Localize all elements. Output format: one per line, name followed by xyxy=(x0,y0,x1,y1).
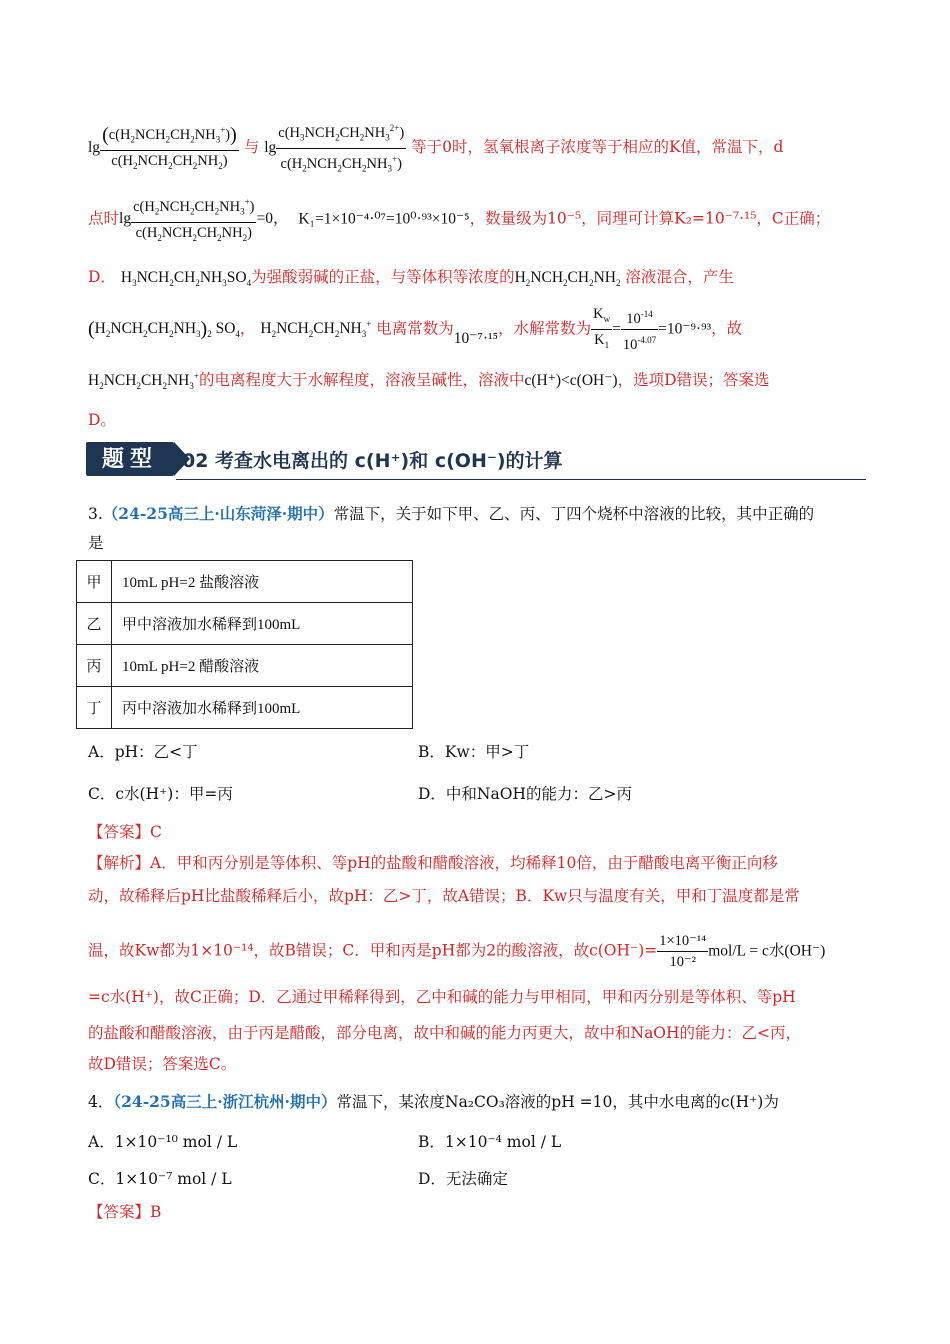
q3-answer: 【答案】C xyxy=(88,823,162,841)
q3-analysis-2: 动，故稀释后pH比盐酸稀释后小，故pH：乙>丁，故A错误；B．Kw只与温度有关，甲和丁温度都是常 xyxy=(88,887,800,905)
equals-zero: =0 xyxy=(256,210,273,228)
analysis-line-1 xyxy=(88,118,783,178)
analysis-text: 温，故Kw都为1×10⁻¹⁴，故B错误；C．甲和丙是pH都为2的酸溶液，故c(OH⁻)= xyxy=(88,941,658,960)
q4-option-a: A．1×10⁻¹⁰ mol / L xyxy=(88,1133,238,1151)
fraction-unit: mol/L = c水(OH⁻) xyxy=(708,942,826,960)
q4-option-b: B．1×10⁻⁴ mol / L xyxy=(418,1133,562,1151)
option-d-label: D． xyxy=(88,268,116,286)
q3-source: （24-25高三上·山东菏泽·期中） xyxy=(102,504,334,523)
analysis-line-2 xyxy=(88,192,830,248)
analysis-text: 的电离程度大于水解程度，溶液呈碱性，溶液中 xyxy=(198,371,525,389)
table-value: 丙中溶液加水稀释到100mL xyxy=(112,687,413,729)
analysis-text: ，选项D错误；答案选 xyxy=(617,371,770,389)
salt-formula: $H_3NCH_2CH_2NH_3SO_4$ xyxy=(120,269,252,289)
q3-analysis-6: 故D错误；答案选C。 xyxy=(88,1055,237,1073)
section-banner xyxy=(86,440,866,480)
base-formula: $H_2NCH_2CH_2NH_2$ xyxy=(514,269,621,289)
line-prefix: 点时 xyxy=(88,209,120,228)
section-tag: 题型 xyxy=(86,442,174,476)
table-value: 甲中溶液加水稀释到100mL xyxy=(112,603,413,645)
analysis-line-4: $(H_2NCH_2CH_2NH_3)_2$ $SO_4$， $H_2NCH_2CH_2NH_3^+$ 电离常数为10⁻⁷·¹⁵，水解常数为 $\frac{K_w}{K_1}$ = $\frac{10^{-14}}{10^{-4.07}}$ =10⁻⁹·⁹³，故 xyxy=(88,304,742,355)
analysis-text: 为强酸弱碱的正盐，与等体积等浓度的 xyxy=(251,268,515,286)
fraction-numerator: 1×10⁻¹⁴ xyxy=(657,931,708,952)
analysis-text: 溶液混合，产生 xyxy=(625,268,734,286)
table-value: 10mL pH=2 盐酸溶液 xyxy=(112,561,413,603)
q3-option-a: A．pH：乙<丁 xyxy=(88,743,198,761)
analysis-text: 电离常数为 xyxy=(376,319,454,338)
hydrolysis-constant: =10⁻⁹·⁹³ xyxy=(658,320,712,338)
table-row xyxy=(77,603,413,645)
q3-option-c: C．c水(H⁺)：甲=丙 xyxy=(88,785,233,803)
table-key: 丁 xyxy=(77,687,112,729)
q4-stem xyxy=(88,1090,779,1112)
q3-option-d: D．中和NaOH的能力：乙>丙 xyxy=(418,785,632,803)
product-formula: $(H_2NCH_2CH_2NH_3)_2$ $SO_4$ xyxy=(88,318,240,341)
q3-stem xyxy=(88,502,814,524)
q4-option-c: C．1×10⁻⁷ mol / L xyxy=(88,1170,232,1188)
table-row xyxy=(77,561,413,603)
q3-analysis-3 xyxy=(88,931,825,972)
section-divider xyxy=(176,479,866,480)
q3-stem-cont: 是 xyxy=(88,534,104,552)
oh-fraction xyxy=(657,931,708,972)
analysis-line-6: D。 xyxy=(88,411,116,429)
q3-stem-text: 常温下，关于如下甲、乙、丙、丁四个烧杯中溶液的比较，其中正确的 xyxy=(333,505,815,523)
q4-stem-text: 常温下，某浓度Na₂CO₃溶液的pH =10，其中水电离的c(H⁺)为 xyxy=(336,1093,779,1111)
analysis-text: 等于0时，氢氧根离子浓度等于相应的K值，常温下，d xyxy=(411,137,784,156)
lg-expression-3: lg $\frac{c(H_2NCH_2CH_2NH_3^+)}{c(H_2NCH_2CH_2NH_2)}$ =0， xyxy=(119,210,288,227)
q4-source: （24-25高三上·浙江杭州·期中） xyxy=(113,1092,337,1111)
ion-formula: $H_2NCH_2CH_2NH_3^+$ xyxy=(260,319,372,340)
analysis-line-3 xyxy=(88,265,734,288)
fraction-denominator: 10⁻² xyxy=(669,954,696,970)
table-value: 10mL pH=2 醋酸溶液 xyxy=(112,645,413,687)
analysis-text: ，水解常数为 xyxy=(498,319,592,338)
q4-answer: 【答案】B xyxy=(88,1203,162,1221)
section-title: 02 考查水电离出的 c(H⁺)和 c(OH⁻)的计算 xyxy=(182,450,563,472)
q3-option-b: B．Kw：甲>丁 xyxy=(418,743,530,761)
analysis-text: ，故 xyxy=(711,319,743,338)
hydrolysis-fraction-1: $\frac{K_w}{K_1}$ xyxy=(593,306,611,350)
analysis-text: ，数量级为10⁻⁵，同理可计算K₂=10⁻⁷·¹⁵，C正确； xyxy=(469,209,831,228)
concentration-inequality: c(H⁺)<c(OH⁻) xyxy=(524,372,618,389)
table-row xyxy=(77,645,413,687)
table-row xyxy=(77,687,413,729)
table-key: 丙 xyxy=(77,645,112,687)
q3-analysis-5: 的盐酸和醋酸溶液，由于丙是醋酸，部分电离，故中和碱的能力丙更大，故中和NaOH的能力：乙<丙， xyxy=(88,1024,802,1042)
q4-number: 4． xyxy=(88,1093,114,1111)
lg-expression-2: lg $\frac{c(H_3NCH_2CH_2NH_3^{2+})}{c(H_2NCH_2CH_2NH_3^+)}$ xyxy=(264,139,406,156)
lg-expression-1: lg $\frac{(c(H_2NCH_2CH_2NH_3^+))}{c(H_2NCH_2CH_2NH_2)}$ xyxy=(88,139,239,156)
q3-number: 3. xyxy=(88,505,103,523)
ionization-constant: 10⁻⁷·¹⁵ xyxy=(453,330,499,348)
analysis-line-5 xyxy=(88,368,770,391)
q4-option-d: D．无法确定 xyxy=(418,1170,508,1188)
q3-analysis-1: 【解析】A．甲和丙分别是等体积、等pH的盐酸和醋酸溶液，均稀释10倍，由于醋酸电离平衡正向移 xyxy=(88,854,778,872)
ion-formula: $H_2NCH_2CH_2NH_3^+$ xyxy=(88,370,199,392)
beaker-table xyxy=(76,560,413,729)
k1-expression: K₁=1×10⁻⁴·⁰⁷=10⁰·⁹³×10⁻⁵ xyxy=(298,210,470,228)
hydrolysis-fraction-2: $\frac{10^{-14}}{10^{-4.07}}$ xyxy=(621,304,658,355)
table-key: 乙 xyxy=(77,603,112,645)
table-key: 甲 xyxy=(77,561,112,603)
q3-analysis-4: =c水(H⁺)，故C正确；D．乙通过甲稀释得到，乙中和碱的能力与甲相同，甲和丙分别是等体积、等pH xyxy=(88,988,796,1006)
join-text: 与 xyxy=(243,137,260,156)
